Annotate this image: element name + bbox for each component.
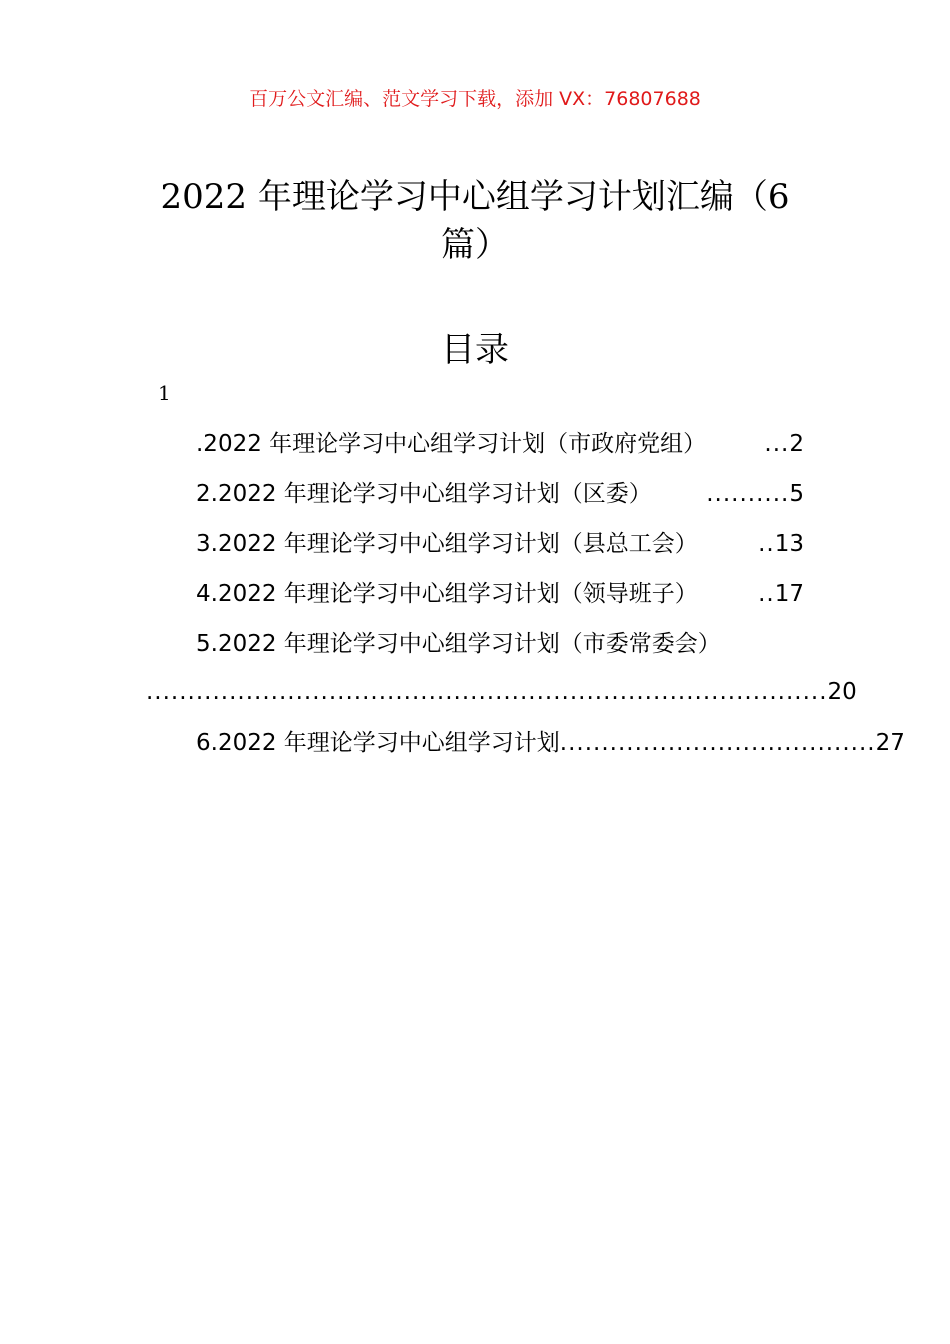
toc-leader-dots: ... [764, 431, 790, 457]
toc-entry[interactable] [196, 629, 804, 659]
toc-entry-page: 17 [774, 581, 804, 607]
toc-leader-dots: ...................................... [559, 730, 876, 756]
page-number-marker: 1 [158, 381, 171, 405]
toc-entry-title: .2022 年理论学习中心组学习计划（市政府党组） [196, 431, 707, 457]
toc-entry-page: 20 [827, 679, 857, 705]
toc-entry-title: 5.2022 年理论学习中心组学习计划（市委常委会） [196, 631, 721, 657]
toc-leader-dots: .......... [706, 481, 790, 507]
toc-entry[interactable] [196, 479, 804, 509]
toc-leader-dots: .. [758, 581, 775, 607]
toc-entry-continuation[interactable] [146, 677, 857, 707]
toc-entry[interactable] [196, 728, 905, 758]
toc-entry-title: 4.2022 年理论学习中心组学习计划（领导班子） [196, 581, 698, 607]
header-note: 百万公文汇编、范文学习下载，添加 VX：76807688 [249, 88, 701, 110]
toc-entry-page: 2 [789, 431, 804, 457]
toc-heading: 目录 [441, 330, 509, 370]
toc-entry-title: 2.2022 年理论学习中心组学习计划（区委） [196, 481, 652, 507]
toc-leader-dots: .................................................................................. [146, 679, 828, 705]
toc-entry[interactable] [196, 529, 804, 559]
document-title: 2022 年理论学习中心组学习计划汇编（6 篇） [160, 177, 790, 265]
toc-entry[interactable] [196, 579, 804, 609]
toc-entry-page: 13 [774, 531, 804, 557]
toc-leader-dots: .. [758, 531, 775, 557]
toc-entry-page: 5 [789, 481, 804, 507]
toc-entry-title: 3.2022 年理论学习中心组学习计划（县总工会） [196, 531, 698, 557]
toc-entry-page: 27 [875, 730, 905, 756]
toc-entry[interactable] [196, 429, 804, 459]
toc-entry-title: 6.2022 年理论学习中心组学习计划 [196, 730, 560, 756]
